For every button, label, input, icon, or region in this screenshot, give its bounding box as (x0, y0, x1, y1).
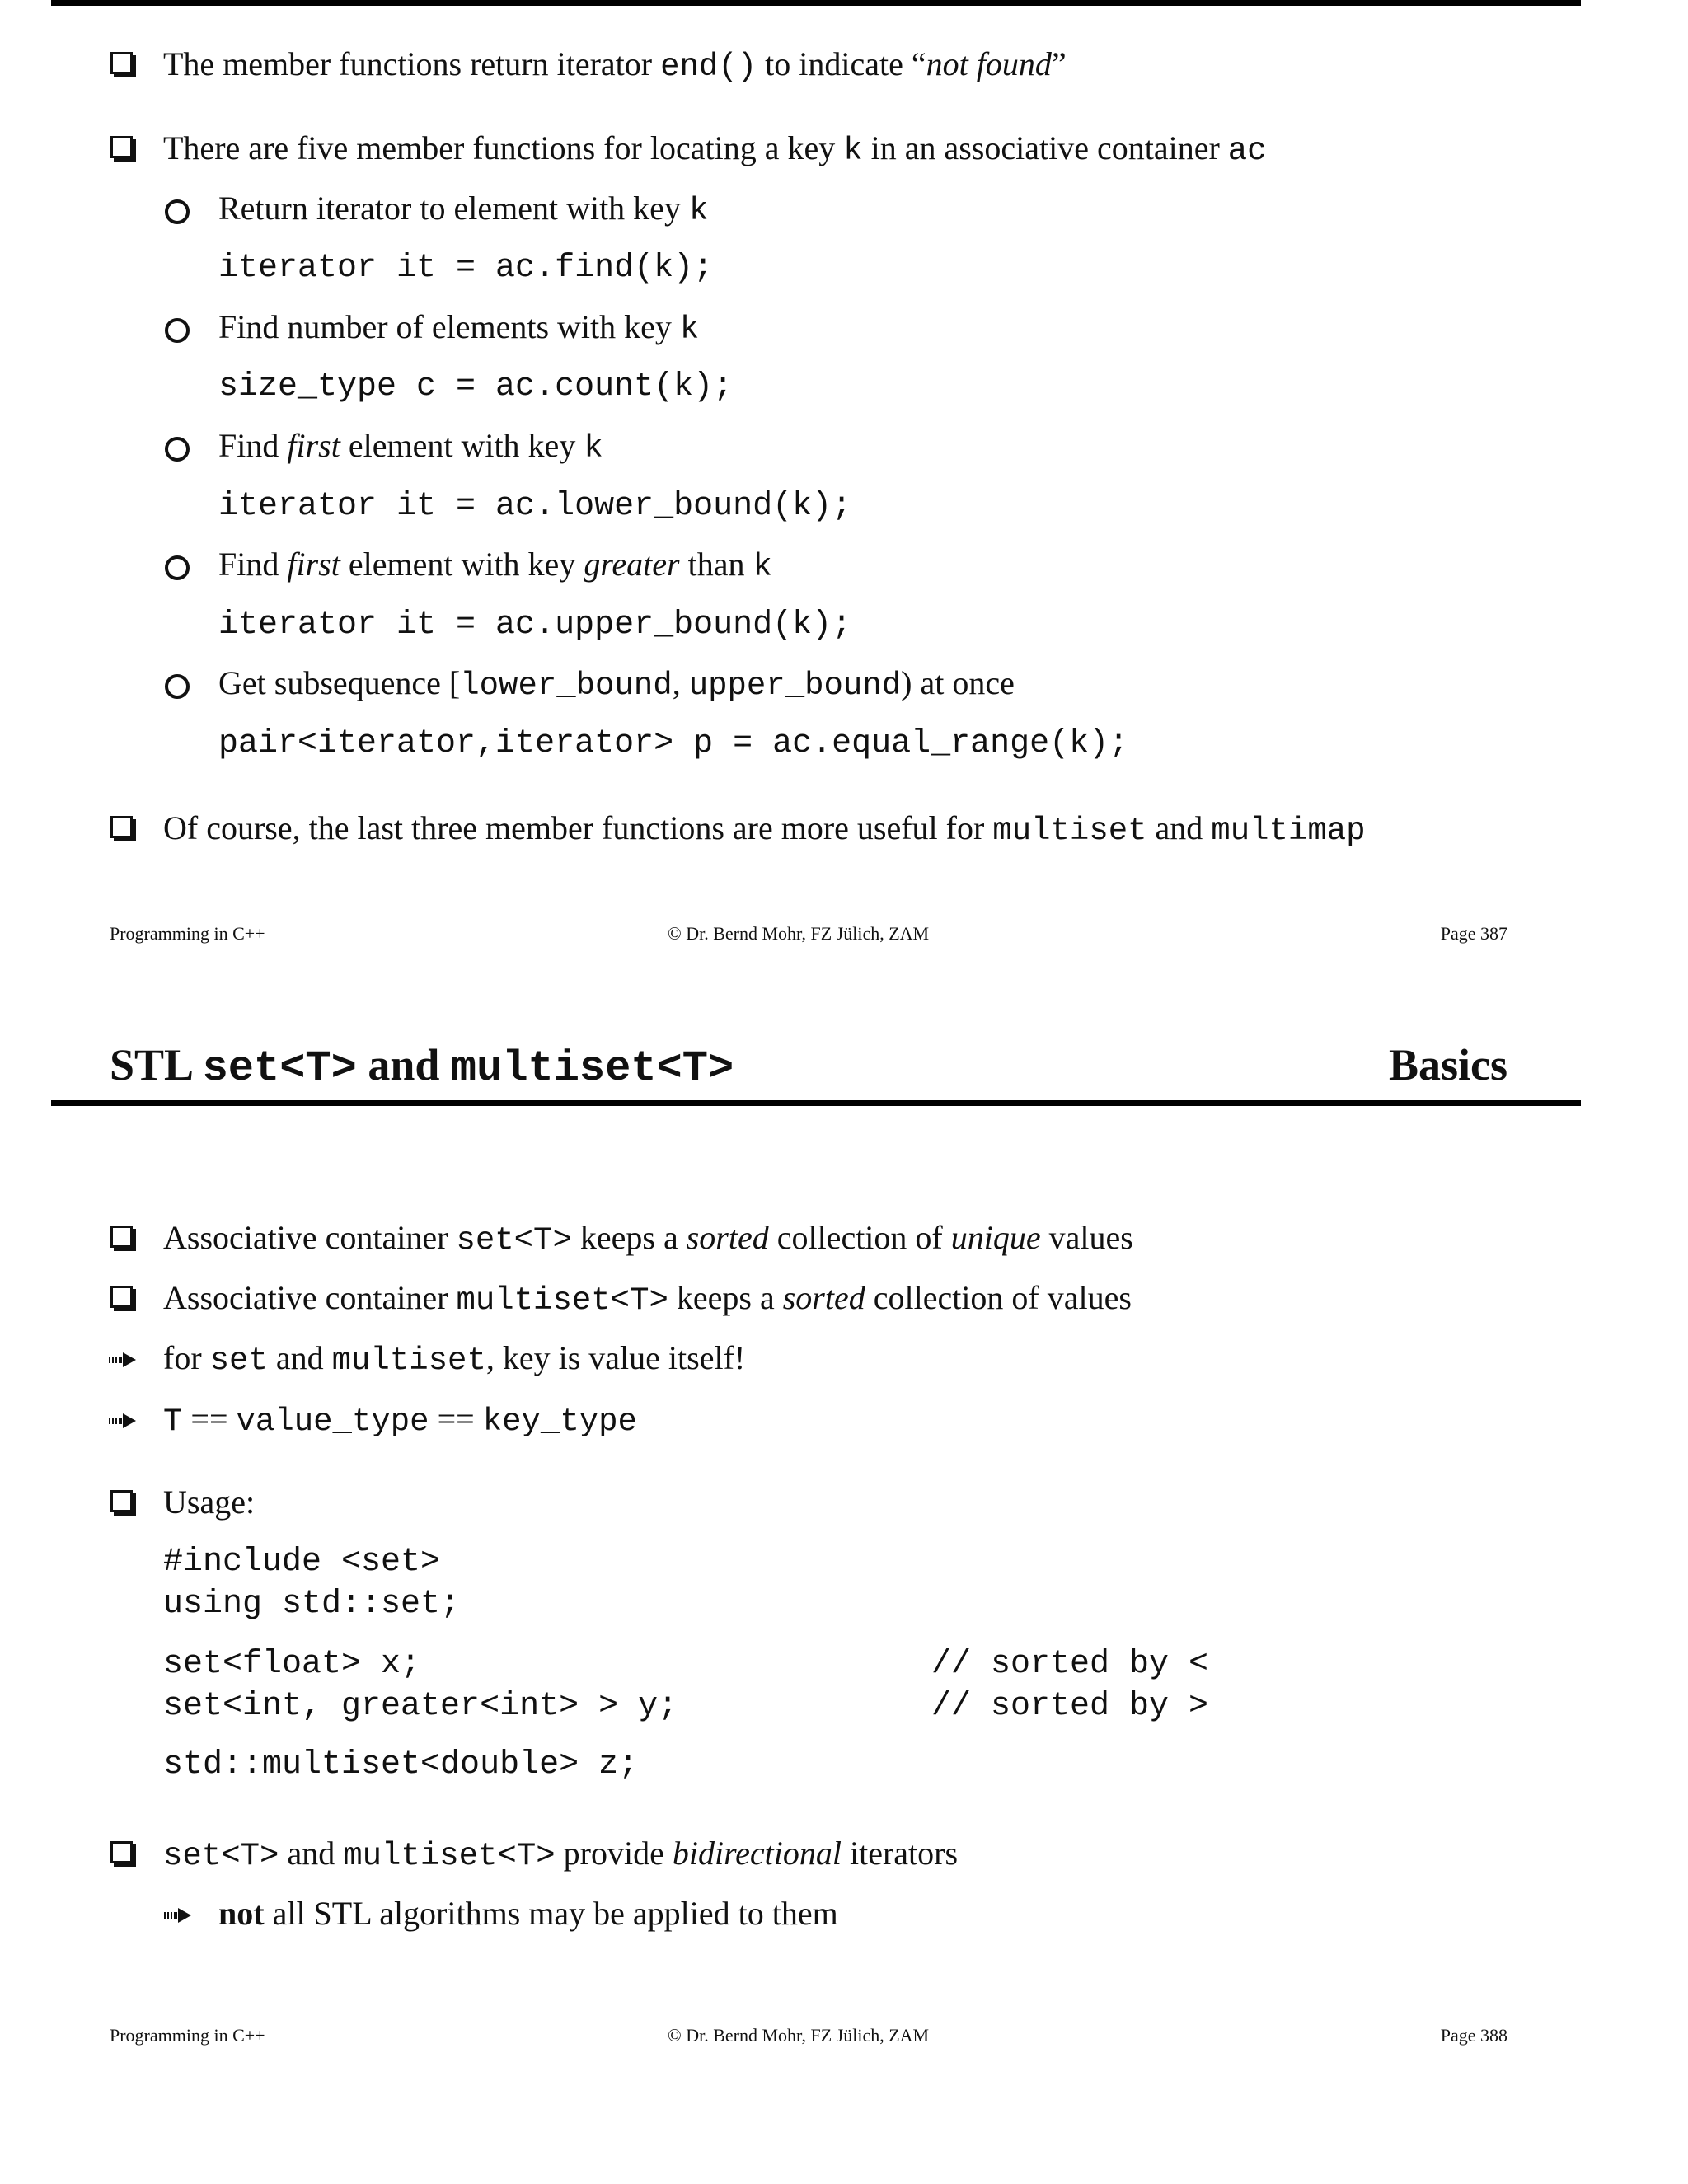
title-rule (51, 1100, 1581, 1106)
footer-page-number: Page 388 (1440, 2025, 1507, 2046)
text-usage: Usage: (163, 1483, 256, 1521)
code-comment-y: // sorted by > (931, 1688, 1209, 1725)
bullet-square-icon (110, 52, 133, 74)
arrow-right-icon (109, 1352, 137, 1368)
code-upper-bound: iterator it = ac.upper_bound(k); (218, 607, 852, 644)
section-label: Basics (1388, 1040, 1507, 1090)
text-count: Find number of elements with key k (218, 308, 700, 348)
text-multiset-multimap: Of course, the last three member functions are more useful for multiset and multimap (163, 809, 1366, 849)
bullet-square-icon (110, 1226, 133, 1248)
text-key-is-value: for set and multiset, key is value itself! (163, 1339, 746, 1379)
code-decl-z: std::multiset<double> z; (163, 1746, 639, 1783)
footer-course: Programming in C++ (110, 923, 265, 944)
code-find: iterator it = ac.find(k); (218, 250, 714, 287)
footer-page-number: Page 387 (1440, 923, 1507, 944)
text-not-found: The member functions return iterator end() to indicate “not found” (163, 45, 1067, 85)
bullet-square-icon (110, 1286, 133, 1308)
bullet-circle-icon (165, 674, 190, 699)
code-lower-bound: iterator it = ac.lower_bound(k); (218, 488, 852, 525)
arrow-right-icon (164, 1907, 192, 1924)
footer-copyright: © Dr. Bernd Mohr, FZ Jülich, ZAM (668, 923, 930, 944)
bullet-circle-icon (165, 199, 190, 224)
text-lower-bound: Find first element with key k (218, 427, 603, 466)
code-count: size_type c = ac.count(k); (218, 368, 734, 405)
arrow-right-icon (109, 1413, 137, 1429)
code-decl-x: set<float> x; (163, 1646, 421, 1683)
text-equal-range: Get subsequence [lower_bound, upper_bound) at once (218, 664, 1015, 704)
bullet-circle-icon (165, 437, 190, 462)
code-comment-x: // sorted by < (931, 1646, 1209, 1683)
code-equal-range: pair<iterator,iterator> p = ac.equal_range(k); (218, 725, 1129, 762)
text-set: Associative container set<T> keeps a sorted collection of unique values (163, 1219, 1133, 1258)
text-not-all-algorithms: not all STL algorithms may be applied to them (218, 1895, 838, 1932)
code-decl-y: set<int, greater<int> > y; (163, 1688, 678, 1725)
bullet-circle-icon (165, 318, 190, 343)
text-multiset: Associative container multiset<T> keeps a sorted collection of values (163, 1279, 1132, 1319)
page-title: STL set<T> and multiset<T> (110, 1040, 734, 1093)
footer-copyright: © Dr. Bernd Mohr, FZ Jülich, ZAM (668, 2025, 930, 2046)
bullet-square-icon (110, 1490, 133, 1512)
code-using: using std::set; (163, 1586, 461, 1623)
bullet-square-icon (110, 136, 133, 158)
code-include: #include <set> (163, 1544, 441, 1581)
top-rule (51, 0, 1581, 6)
bullet-circle-icon (165, 555, 190, 580)
text-upper-bound: Find first element with key greater than k (218, 546, 772, 585)
bullet-square-icon (110, 816, 133, 838)
text-find: Return iterator to element with key k (218, 190, 709, 229)
footer-course: Programming in C++ (110, 2025, 265, 2046)
text-five-functions: There are five member functions for locating a key k in an associative container ac (163, 129, 1267, 169)
text-type-equality: T == value_type == key_type (163, 1400, 637, 1440)
text-bidirectional: set<T> and multiset<T> provide bidirectional iterators (163, 1835, 959, 1874)
bullet-square-icon (110, 1841, 133, 1863)
